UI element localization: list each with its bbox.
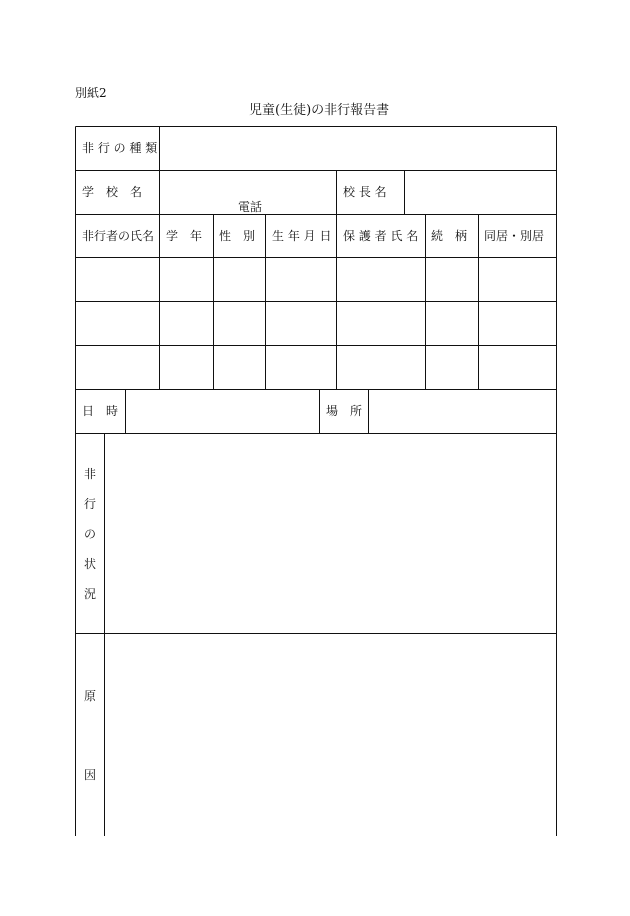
- table-row[interactable]: [76, 302, 556, 345]
- cause-label-char: 原: [84, 689, 97, 703]
- cause-label-char: 因: [84, 768, 97, 782]
- principal-name-field[interactable]: [405, 171, 556, 214]
- situation-label-char: 状: [84, 557, 97, 571]
- datetime-label: 日 時: [82, 404, 119, 418]
- table-header-living-status: 同居・別居: [484, 229, 545, 243]
- delinquency-type-label: 非 行 の 種 類: [82, 141, 158, 155]
- annex-label: 別紙2: [75, 86, 107, 100]
- situation-label-char: 非: [84, 467, 97, 481]
- cause-field[interactable]: [105, 634, 556, 836]
- document-title: 児童(生徒)の非行報告書: [249, 103, 390, 118]
- table-header-sex: 性 別: [219, 229, 256, 243]
- place-field[interactable]: [369, 390, 556, 433]
- situation-label-char: 行: [84, 497, 97, 511]
- table-header-birthdate: 生 年 月 日: [272, 229, 332, 243]
- situation-field[interactable]: [105, 434, 556, 633]
- situation-label-char: 況: [84, 587, 97, 601]
- table-header-relationship: 続 柄: [431, 229, 468, 243]
- phone-label: 電話: [238, 200, 263, 214]
- school-name-label: 学 校 名: [82, 185, 143, 199]
- datetime-field[interactable]: [126, 390, 319, 433]
- delinquency-type-field[interactable]: [160, 127, 556, 170]
- table-header-guardian-name: 保 護 者 氏 名: [343, 229, 419, 243]
- situation-label-char: の: [84, 527, 97, 541]
- place-label: 場 所: [326, 404, 363, 418]
- table-header-grade: 学 年: [166, 229, 203, 243]
- table-row[interactable]: [76, 258, 556, 301]
- table-header-offender-name: 非行者の氏名: [82, 229, 155, 243]
- principal-name-label: 校 長 名: [343, 185, 387, 199]
- table-row[interactable]: [76, 346, 556, 389]
